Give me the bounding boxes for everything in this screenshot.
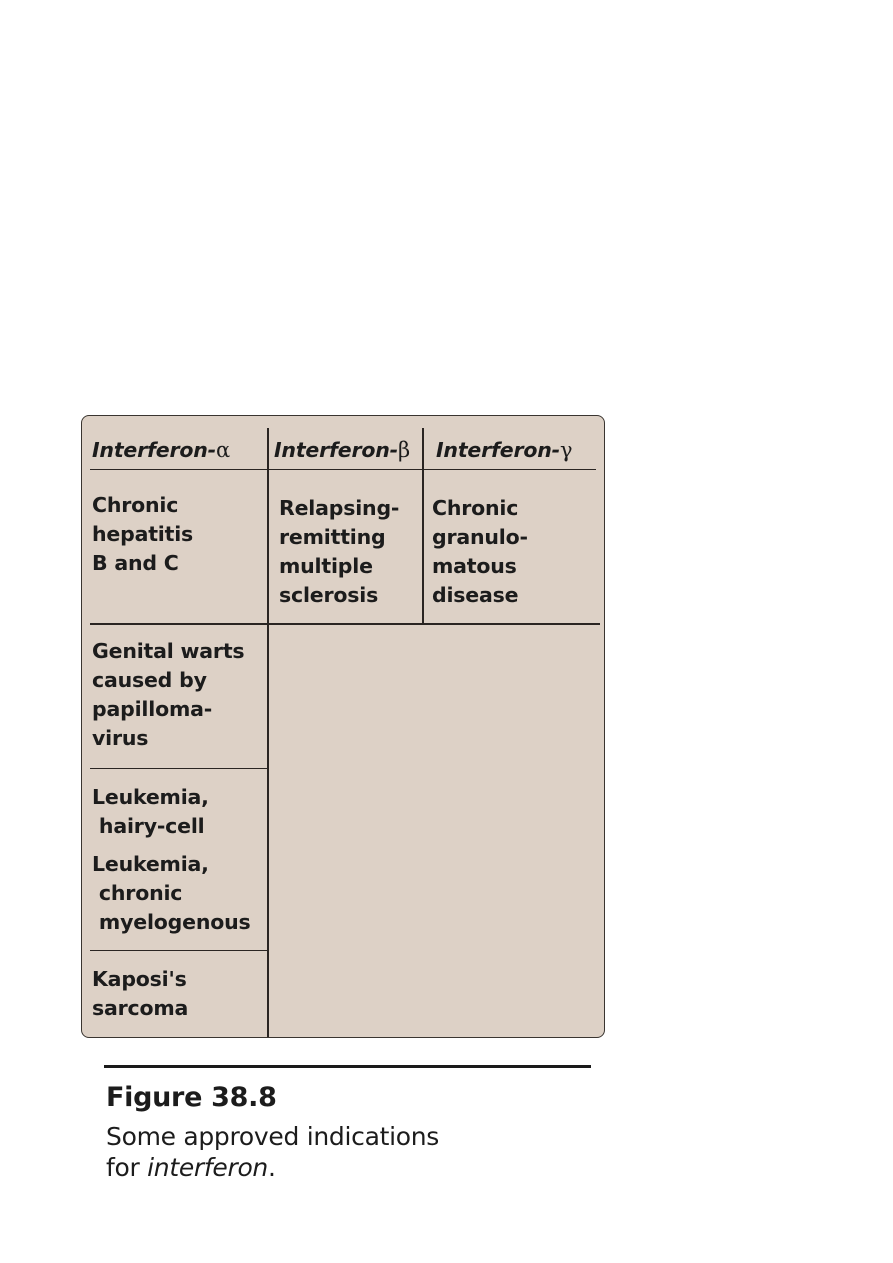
header-rule-beta [269,469,422,470]
header-rule-gamma [424,469,596,470]
beta-cell-multiple-sclerosis: Relapsing- remitting multiple sclerosis [279,496,400,607]
alpha-cell-kaposi: Kaposi's sarcoma [92,967,189,1020]
gamma-cell-granulomatous: Chronic granulo- matous disease [432,496,528,607]
alpha-cell-leukemia-chronic: Leukemia, chronic myelogenous [92,852,251,934]
header-alpha-symbol: α [215,438,230,462]
caption-line-1: Some approved indications [106,1122,440,1151]
alpha-cell-hepatitis: Chronic hepatitis B and C [92,493,194,575]
header-gamma-symbol: γ [559,438,573,462]
header-rule-alpha [90,469,267,470]
col-divider-1 [267,428,269,1037]
caption-line-2-prefix: for [106,1153,148,1182]
caption-line-2-suffix: . [267,1153,276,1182]
figure-caption [106,1121,439,1183]
header-beta-symbol: β [397,438,410,462]
figure-label: Figure 38.8 [106,1082,277,1113]
header-beta-name: Interferon- [274,438,398,462]
row-rule-2 [90,768,268,769]
header-gamma-name: Interferon- [436,438,560,462]
col-divider-2 [422,428,424,624]
header-interferon-gamma [436,437,572,463]
row-rule-main [90,623,600,625]
row-rule-3 [90,950,268,951]
header-interferon-alpha [92,437,230,463]
header-interferon-beta [274,437,410,463]
header-alpha-name: Interferon- [92,438,216,462]
alpha-cell-genital-warts: Genital warts caused by papilloma- virus [92,639,245,750]
caption-drug-name: interferon [147,1153,268,1182]
caption-rule [104,1065,591,1068]
alpha-cell-leukemia-hairy-cell: Leukemia, hairy-cell [92,785,209,838]
